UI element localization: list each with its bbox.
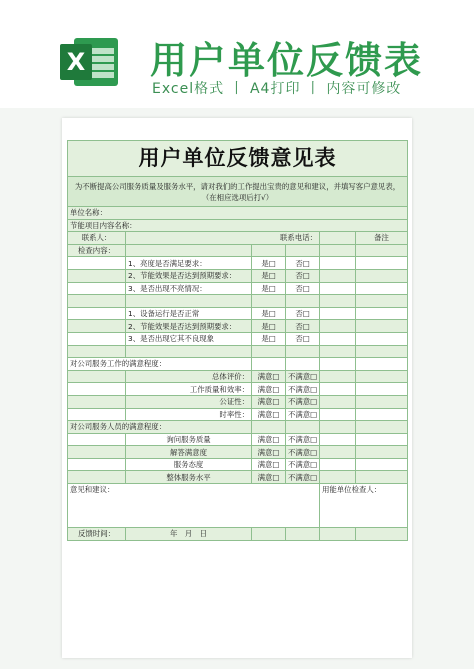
table-cell	[356, 370, 408, 383]
table-cell	[356, 421, 408, 434]
check-item: 3、是否出现不亮情况：	[126, 282, 252, 295]
project-name-label[interactable]: 节能项目内容名称：	[68, 219, 408, 232]
check-item: 3、是否出现它其不良现象	[126, 332, 252, 345]
table-cell	[320, 345, 356, 358]
table-cell	[252, 358, 286, 371]
table-cell	[68, 458, 126, 471]
check-content-label: 检查内容：	[68, 244, 126, 257]
table-cell	[320, 458, 356, 471]
table-cell	[320, 307, 356, 320]
no-checkbox[interactable]: 否□	[286, 320, 320, 333]
feedback-form-table	[67, 140, 408, 541]
table-cell	[126, 295, 252, 308]
table-cell	[320, 244, 356, 257]
table-cell	[356, 395, 408, 408]
table-cell	[286, 421, 320, 434]
banner-title: 用户单位反馈表	[150, 39, 423, 82]
no-checkbox[interactable]: 否□	[286, 282, 320, 295]
staff-item: 服务态度	[126, 458, 252, 471]
header-banner	[0, 0, 474, 108]
table-cell	[286, 345, 320, 358]
table-cell	[356, 269, 408, 282]
checker-field[interactable]: 用能单位检查人：	[320, 484, 408, 528]
table-cell	[68, 433, 126, 446]
unsatisfied-checkbox[interactable]: 不满意□	[286, 395, 320, 408]
table-cell	[356, 358, 408, 371]
unsatisfied-checkbox[interactable]: 不满意□	[286, 370, 320, 383]
table-cell	[252, 421, 286, 434]
table-cell	[356, 458, 408, 471]
check-item: 1、亮度是否满足要求：	[126, 257, 252, 270]
table-cell	[356, 257, 408, 270]
check-item: 2、节能效果是否达到预期要求：	[126, 320, 252, 333]
no-checkbox[interactable]: 否□	[286, 307, 320, 320]
table-cell	[320, 295, 356, 308]
unit-name-label[interactable]: 单位名称：	[68, 207, 408, 220]
table-cell	[68, 307, 126, 320]
check-item: 2、节能效果是否达到预期要求：	[126, 269, 252, 282]
table-cell	[320, 358, 356, 371]
table-cell	[320, 421, 356, 434]
table-cell	[286, 358, 320, 371]
table-cell	[356, 332, 408, 345]
table-cell	[68, 282, 126, 295]
table-cell	[68, 471, 126, 484]
table-cell	[356, 345, 408, 358]
no-checkbox[interactable]: 否□	[286, 269, 320, 282]
table-cell	[68, 269, 126, 282]
unsatisfied-checkbox[interactable]: 不满意□	[286, 383, 320, 396]
table-cell	[320, 433, 356, 446]
table-cell	[356, 383, 408, 396]
table-cell	[356, 433, 408, 446]
table-cell	[356, 244, 408, 257]
unsatisfied-checkbox[interactable]: 不满意□	[286, 408, 320, 421]
table-cell	[320, 269, 356, 282]
satisfied-checkbox[interactable]: 满意□	[252, 408, 286, 421]
unsatisfied-checkbox[interactable]: 不满意□	[286, 471, 320, 484]
table-cell	[320, 408, 356, 421]
table-cell	[356, 471, 408, 484]
table-cell	[68, 332, 126, 345]
contact-label: 联系人：	[68, 232, 126, 245]
table-cell	[286, 295, 320, 308]
table-cell	[356, 446, 408, 459]
table-cell	[286, 244, 320, 257]
work-satisfaction-label: 对公司服务工作的满意程度：	[68, 358, 252, 371]
table-cell	[320, 528, 356, 541]
table-cell	[356, 320, 408, 333]
table-cell	[356, 307, 408, 320]
yes-checkbox[interactable]: 是□	[252, 269, 286, 282]
table-cell	[68, 320, 126, 333]
table-cell	[356, 528, 408, 541]
table-cell	[252, 528, 286, 541]
work-item: 工作质量和效率：	[126, 383, 252, 396]
check-item: 1、设备运行是否正常	[126, 307, 252, 320]
table-cell	[68, 446, 126, 459]
form-title: 用户单位反馈意见表	[68, 141, 408, 177]
table-cell	[320, 332, 356, 345]
table-cell	[356, 282, 408, 295]
table-cell	[356, 408, 408, 421]
work-item: 公证性：	[126, 395, 252, 408]
staff-item: 询问服务质量	[126, 433, 252, 446]
table-cell	[356, 295, 408, 308]
table-cell	[68, 408, 126, 421]
table-cell	[320, 446, 356, 459]
satisfied-checkbox[interactable]: 满意□	[252, 446, 286, 459]
table-cell	[252, 244, 286, 257]
yes-checkbox[interactable]: 是□	[252, 320, 286, 333]
table-cell	[320, 383, 356, 396]
yes-checkbox[interactable]: 是□	[252, 332, 286, 345]
phone-label: 联系电话：	[126, 232, 320, 245]
table-cell	[320, 471, 356, 484]
table-cell	[68, 345, 126, 358]
no-checkbox[interactable]: 否□	[286, 332, 320, 345]
yes-checkbox[interactable]: 是□	[252, 282, 286, 295]
satisfied-checkbox[interactable]: 满意□	[252, 471, 286, 484]
satisfied-checkbox[interactable]: 满意□	[252, 433, 286, 446]
table-cell	[320, 370, 356, 383]
table-cell	[68, 295, 126, 308]
table-cell	[320, 282, 356, 295]
satisfied-checkbox[interactable]: 满意□	[252, 395, 286, 408]
yes-checkbox[interactable]: 是□	[252, 257, 286, 270]
table-cell	[68, 257, 126, 270]
work-item: 时率性：	[126, 408, 252, 421]
satisfied-checkbox[interactable]: 满意□	[252, 383, 286, 396]
satisfied-checkbox[interactable]: 满意□	[252, 370, 286, 383]
remark-label: 备注	[356, 232, 408, 245]
staff-item: 解答满意度	[126, 446, 252, 459]
staff-satisfaction-label: 对公司服务人员的满意程度：	[68, 421, 252, 434]
table-cell	[320, 395, 356, 408]
work-item: 总体评价：	[126, 370, 252, 383]
unsatisfied-checkbox[interactable]: 不满意□	[286, 433, 320, 446]
excel-logo-icon: X	[60, 32, 122, 90]
satisfied-checkbox[interactable]: 满意□	[252, 458, 286, 471]
banner-subtitle: Excel格式 丨 A4打印 丨 内容可修改	[152, 81, 402, 97]
table-cell	[68, 370, 126, 383]
table-cell	[252, 345, 286, 358]
feedback-time-label: 反馈时间：	[68, 528, 126, 541]
table-cell	[126, 244, 252, 257]
unsatisfied-checkbox[interactable]: 不满意□	[286, 458, 320, 471]
phone-value[interactable]	[320, 232, 356, 245]
form-intro: 为不断提高公司服务质量及服务水平，请对我们的工作提出宝贵的意见和建议，并填写客户意见表，（在相应选项后打√）	[68, 177, 408, 207]
unsatisfied-checkbox[interactable]: 不满意□	[286, 446, 320, 459]
suggestions-field[interactable]: 意见和建议：	[68, 484, 320, 528]
table-cell	[126, 345, 252, 358]
table-cell	[320, 320, 356, 333]
table-cell	[320, 257, 356, 270]
table-cell	[286, 528, 320, 541]
document-page	[62, 118, 412, 658]
staff-item: 整体服务水平	[126, 471, 252, 484]
no-checkbox[interactable]: 否□	[286, 257, 320, 270]
table-cell	[68, 395, 126, 408]
yes-checkbox[interactable]: 是□	[252, 307, 286, 320]
feedback-date-field[interactable]: 年 月 日	[126, 528, 252, 541]
table-cell	[68, 383, 126, 396]
table-cell	[252, 295, 286, 308]
